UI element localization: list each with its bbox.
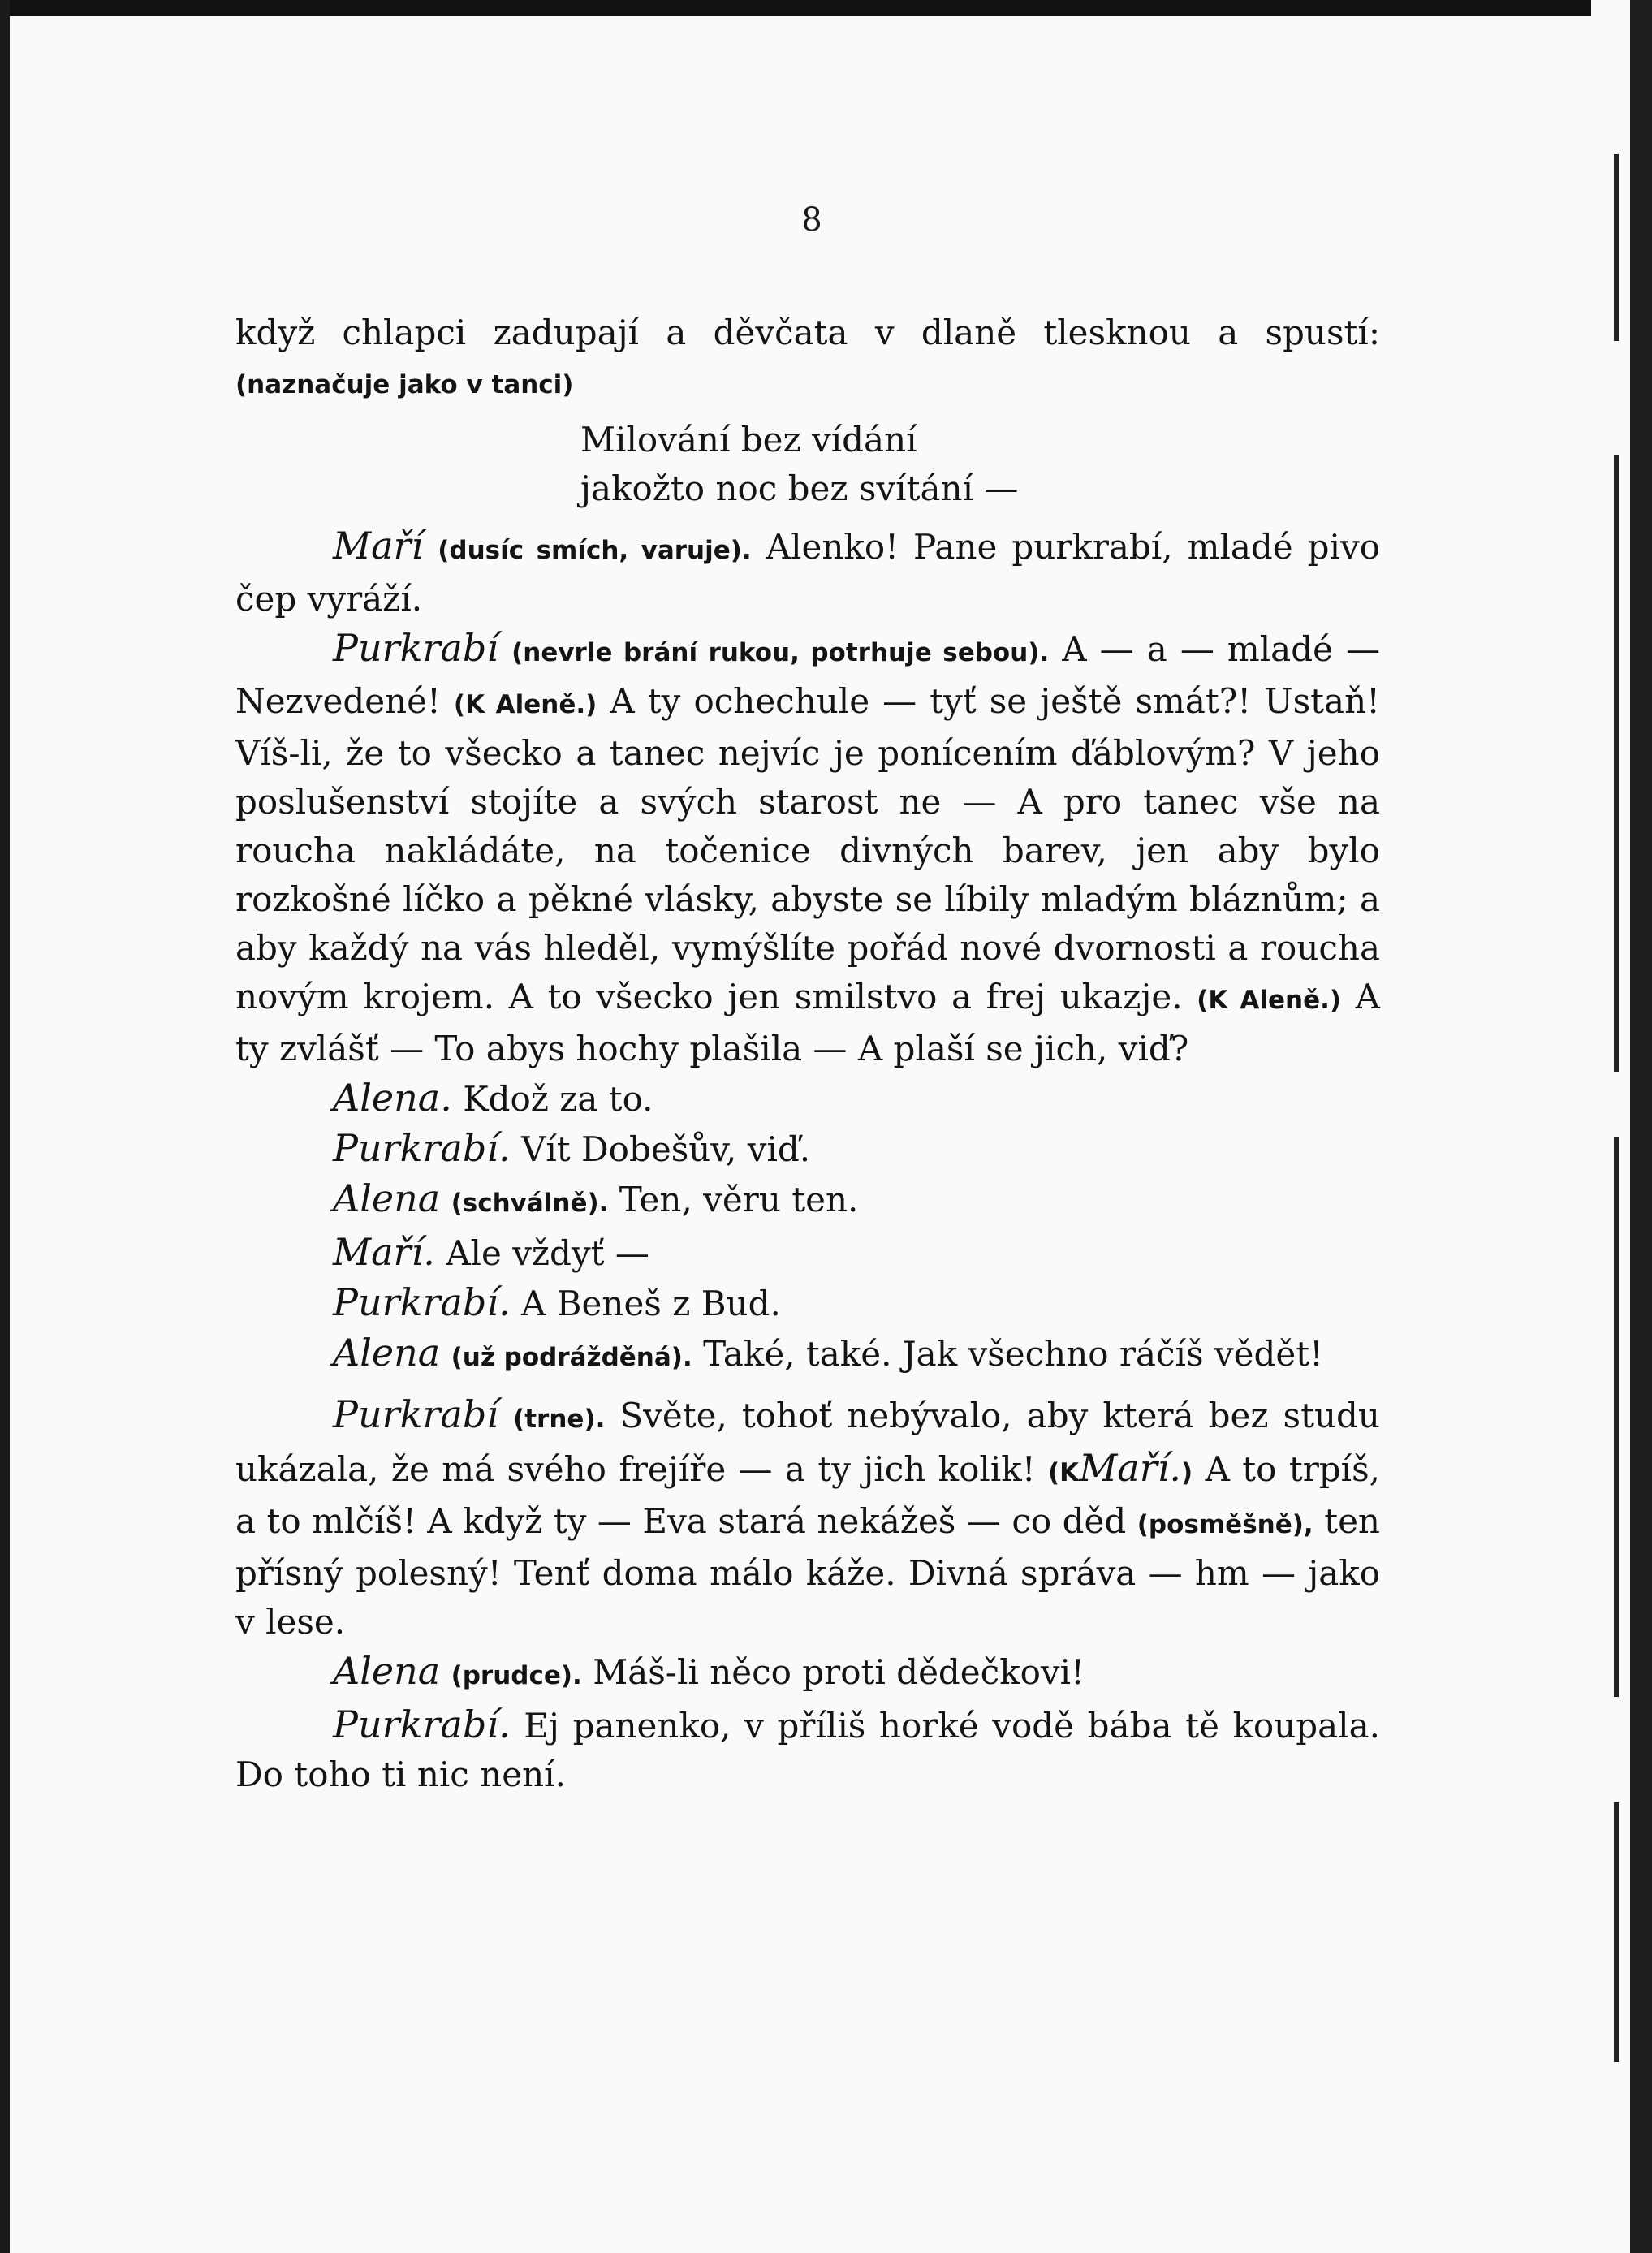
dialogue-text: když chlapci zadupají a děvčata v dlaně tlesknou a spustí: — [235, 313, 1380, 352]
stage-direction: (K Aleně.) — [1197, 986, 1342, 1015]
scan-top-border — [0, 0, 1652, 16]
binding-stitch — [1614, 1137, 1619, 1697]
speech-alena — [235, 1174, 1380, 1228]
verse — [580, 416, 1380, 513]
speech-purkrabi — [235, 624, 1380, 1073]
stage-direction: (K — [1047, 1458, 1080, 1487]
speech-mari — [235, 1228, 1380, 1278]
speaker-name: Purkrabí — [333, 1392, 499, 1436]
speaker-name: Purkrabí. — [333, 1126, 511, 1170]
speaker-name: Alena — [333, 1649, 441, 1693]
verse-line: Milování bez vídání — [580, 420, 917, 460]
speech-purkrabi — [235, 1278, 1380, 1328]
speech-alena — [235, 1328, 1380, 1382]
book-binding-edge — [1591, 0, 1652, 2253]
stage-direction: ) — [1181, 1458, 1193, 1487]
dialogue-text: A — a — mladé — Nezvedené! — [235, 629, 1380, 721]
stage-direction: (naznačuje jako v tanci) — [235, 370, 574, 399]
dialogue-text: Vít Dobešův, viď. — [521, 1129, 811, 1169]
stage-direction: (schválně). — [451, 1189, 609, 1218]
stage-direction: (K Aleně.) — [453, 690, 597, 719]
dialogue-text: A Beneš z Bud. — [521, 1284, 781, 1323]
binding-stitch — [1614, 154, 1619, 341]
speaker-name: Purkrabí — [333, 626, 499, 670]
dialogue-text: Alenko! Pane purkrabí, mladé pivo čep vyráží. — [235, 527, 1380, 619]
speech-alena — [235, 1073, 1380, 1124]
stage-direction: (už podrážděná). — [451, 1343, 692, 1372]
dialogue-text: Ej panenko, v příliš horké vodě bába tě koupala. Do toho ti nic není. — [235, 1706, 1380, 1794]
dialogue-text: ten přísný polesný! Tenť doma málo káže. Divná správa — hm — jako v lese. — [235, 1501, 1380, 1642]
speech-purkrabi — [235, 1700, 1380, 1799]
speech-alena — [235, 1647, 1380, 1700]
speaker-name: Maří. — [1079, 1446, 1182, 1490]
paragraph — [235, 309, 1380, 409]
speaker-name: Maří — [333, 524, 424, 568]
dialogue-text: A ty ochechule — tyť se ještě smát?! Ustaň! Víš-li, že to všecko a tanec nejvíc je ponícením ďáblovým? V jeho poslušenství stojíte a svých starost ne — A pro tanec vše na roucha nakládáte, na točenice divných barev, jen aby bylo rozkošné líčko a pěkné vlásky, abyste se líbily mladým bláznům; a aby každý na vás hleděl, vymýšlíte pořád nové dvornosti a roucha novým krojem. A to všecko jen smilstvo a frej ukazje. — [235, 681, 1381, 1016]
dialogue-text: Kdož za to. — [463, 1079, 653, 1119]
dialogue-text: Také, také. Jak všechno ráčíš vědět! — [703, 1334, 1323, 1374]
page-number: 8 — [801, 201, 822, 239]
dialogue-text: Světe, tohoť nebývalo, aby která bez studu ukázala, že má svého frejíře — a ty jich kolik! — [235, 1396, 1380, 1489]
dialogue-text: Ale vždyť — — [446, 1233, 649, 1273]
speaker-name: Alena — [333, 1176, 441, 1220]
scan-left-border — [0, 0, 10, 2253]
stage-direction: (posměšně), — [1137, 1510, 1313, 1539]
binding-stitch — [1614, 455, 1619, 1072]
dialogue-text: Máš-li něco proti dědečkovi! — [593, 1652, 1085, 1692]
binding-dark-edge — [1630, 0, 1652, 2253]
dialogue-text: A to trpíš, a to mlčíš! A když ty — Eva stará nekážeš — co děd — [235, 1449, 1380, 1541]
speaker-name: Purkrabí. — [333, 1280, 511, 1324]
binding-stitch — [1614, 1802, 1619, 2062]
speech-purkrabi — [235, 1390, 1380, 1647]
stage-direction: (nevrle brání rukou, potrhuje sebou). — [511, 638, 1050, 667]
stage-direction: (dusíc smích, varuje). — [438, 536, 752, 565]
speaker-name: Maří. — [333, 1230, 435, 1274]
speech-mari — [235, 521, 1380, 624]
speech-purkrabi — [235, 1124, 1380, 1174]
stage-direction: (trne). — [513, 1405, 606, 1434]
speaker-name: Alena. — [333, 1076, 452, 1120]
stage-direction: (prudce). — [451, 1661, 582, 1690]
page-text — [235, 309, 1380, 1799]
speaker-name: Alena — [333, 1331, 441, 1375]
verse-line: jakožto noc bez svítání — — [580, 468, 1019, 508]
dialogue-text: A ty zvlášť — To abys hochy plašila — A plaší se jich, viď? — [235, 977, 1380, 1068]
speaker-name: Purkrabí. — [333, 1703, 511, 1746]
dialogue-text: Ten, věru ten. — [619, 1180, 859, 1219]
